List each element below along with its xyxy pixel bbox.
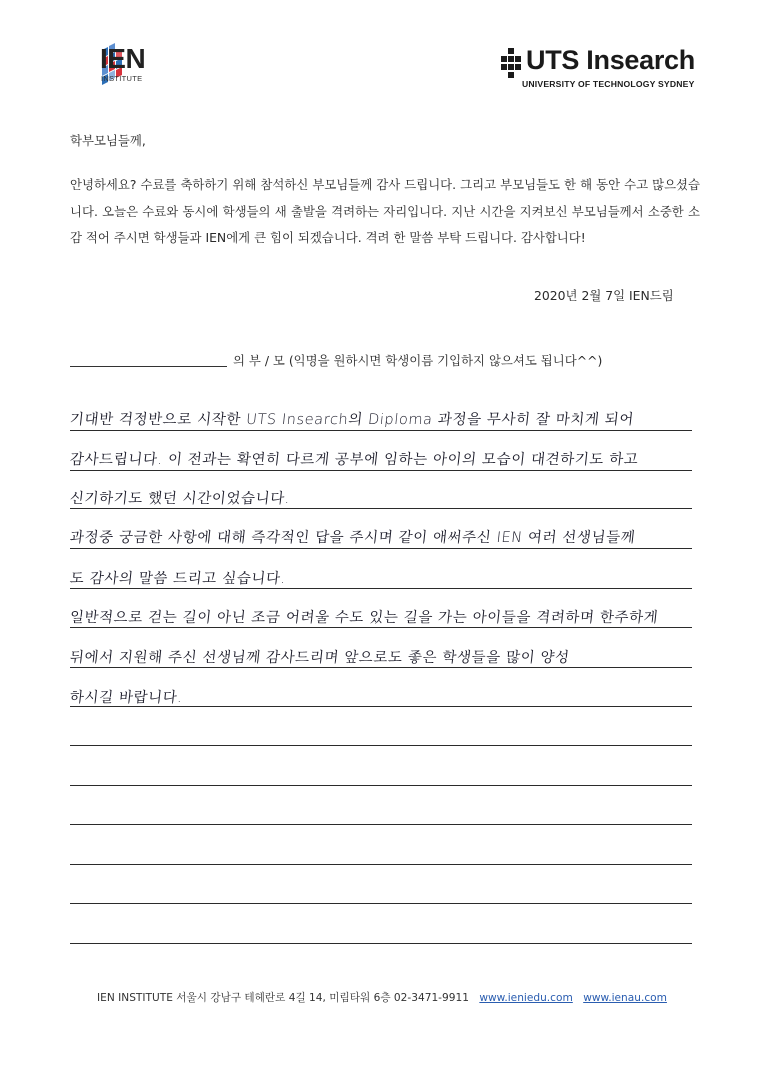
ruled-line: [70, 588, 692, 589]
ruled-line: [70, 785, 692, 786]
handwritten-line: 일반적으로 걷는 길이 아닌 조금 어려울 수도 있는 길을 가는 아이들을 격려하며 한주하게: [69, 610, 660, 626]
handwritten-line: 감사드립니다. 이 전과는 확연히 다르게 공부에 임하는 아이의 모습이 대견하기도 하고: [69, 452, 640, 468]
ruled-line: [70, 508, 692, 509]
uts-crest-icon: [500, 48, 522, 78]
name-blank-line[interactable]: [70, 366, 227, 367]
uts-logo-subtitle: UNIVERSITY OF TECHNOLOGY SYDNEY: [522, 79, 695, 89]
ruled-line: [70, 824, 692, 825]
handwritten-line: 하시길 바랍니다.: [69, 690, 184, 706]
handwritten-line: 과정중 궁금한 사항에 대해 즉각적인 답을 주시며 같이 애써주신 IEN 여러 선생님들께: [69, 530, 637, 546]
handwritten-line: 기대반 걱정반으로 시작한 UTS Insearch의 Diploma 과정을 무사히 잘 마치게 되어: [69, 412, 635, 428]
ruled-line: [70, 667, 692, 668]
ruled-line: [70, 548, 692, 549]
ruled-line: [70, 430, 692, 431]
ien-logo-subtitle: INSTITUTE: [101, 74, 143, 83]
uts-logo-text: UTS Insearch: [526, 45, 695, 75]
ruled-line: [70, 864, 692, 865]
salutation: 학부모님들께,: [70, 133, 146, 148]
parent-signature-label: 의 부 / 모 (익명을 원하시면 학생이름 기입하지 않으셔도 됩니다^^): [233, 353, 603, 368]
handwritten-line: 신기하기도 했던 시간이었습니다.: [69, 491, 291, 507]
footer-link-ieniedu[interactable]: www.ieniedu.com: [479, 992, 573, 1004]
handwritten-line: 뒤에서 지원해 주신 선생님께 감사드리며 앞으로도 좋은 학생들을 많이 양성: [69, 650, 571, 666]
date-signature: 2020년 2월 7일 IEN드림: [534, 288, 674, 303]
footer-address: IEN INSTITUTE 서울시 강남구 테헤란로 4길 14, 미림타워 6층 02-3471-9911: [97, 992, 469, 1004]
handwritten-line: 도 감사의 말씀 드리고 싶습니다.: [69, 571, 287, 587]
ien-logo-text: IEN: [100, 43, 146, 74]
ruled-line: [70, 903, 692, 904]
ruled-line: [70, 943, 692, 944]
letter-body: 안녕하세요? 수료를 축하하기 위해 참석하신 부모님들께 감사 드립니다. 그리고 부모님들도 한 해 동안 수고 많으셨습니다. 오늘은 수료와 동시에 학생들의 새 출발을 격려하는 자리입니다. 지난 시간을 지켜보신 부모님들께서 소중한 소감 적어 주시면 학생들과 IEN에게 큰 힘이 되겠습니다. 격려 한 말씀 부탁 드립니다. 감사합니다!: [70, 177, 700, 245]
ruled-line: [70, 745, 692, 746]
footer: [0, 990, 764, 1005]
footer-link-ienau[interactable]: www.ienau.com: [583, 992, 667, 1004]
ruled-line: [70, 470, 692, 471]
ruled-line: [70, 627, 692, 628]
